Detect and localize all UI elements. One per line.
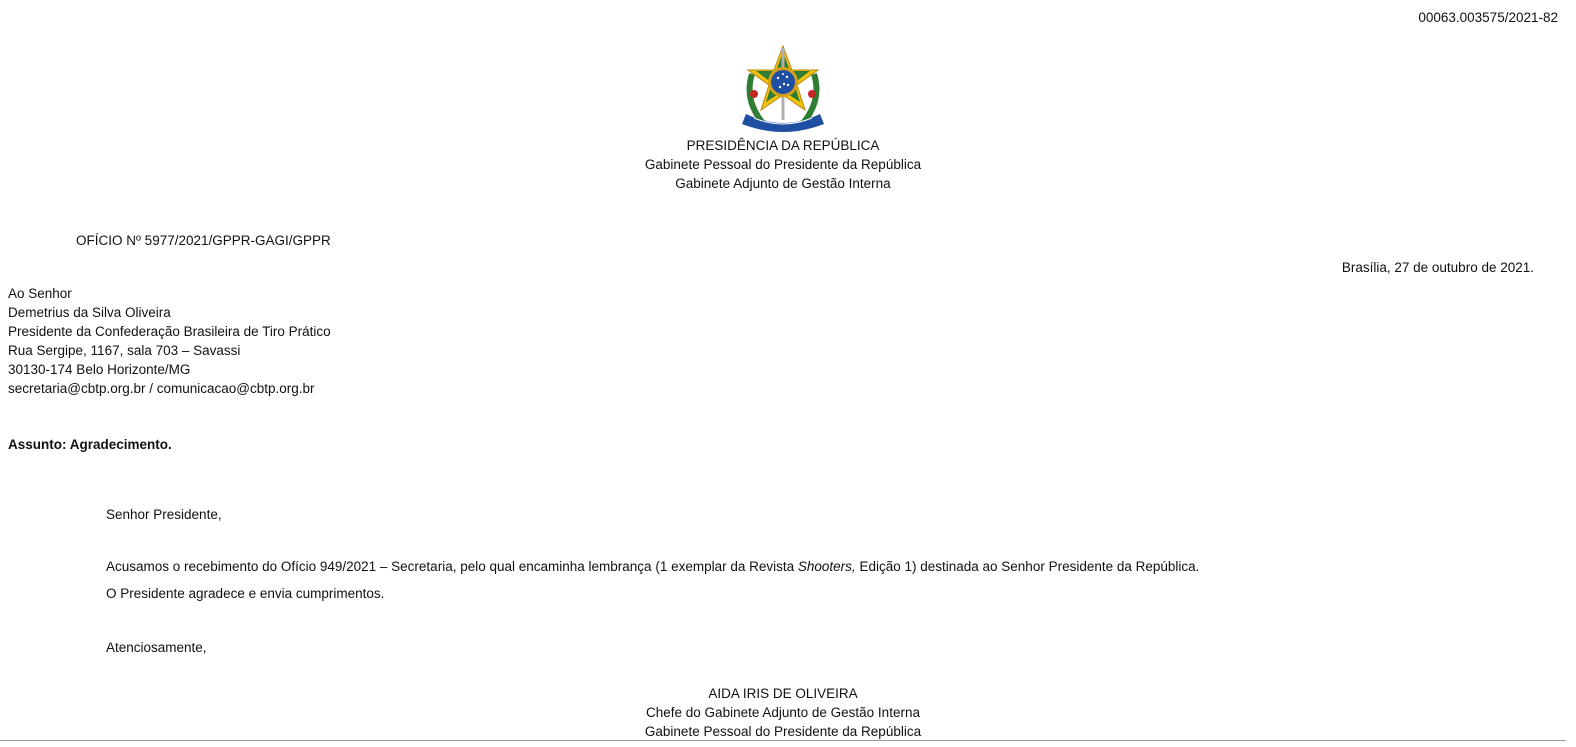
recipient-address	[8, 284, 331, 398]
signature-block	[0, 684, 1566, 741]
org-line-gabinete-pessoal: Gabinete Pessoal do Presidente da República	[644, 157, 922, 172]
signatory-office: Gabinete Pessoal do Presidente da República	[644, 724, 922, 739]
signatory-role: Chefe do Gabinete Adjunto de Gestão Interna	[646, 705, 920, 720]
place-date: Brasília, 27 de outubro de 2021.	[1341, 260, 1534, 275]
recipient-salutation-line: Ao Senhor	[8, 286, 72, 301]
recipient-emails: secretaria@cbtp.org.br / comunicacao@cbtp.org.br	[8, 381, 315, 396]
letter-paragraph-1	[106, 557, 1199, 576]
protocol-number: 00063.003575/2021-82	[1418, 10, 1558, 25]
brasao-da-republica-icon	[740, 44, 826, 134]
organization-header	[0, 136, 1566, 193]
org-line-gabinete-adjunto: Gabinete Adjunto de Gestão Interna	[675, 176, 891, 191]
letter-closing: Atenciosamente,	[106, 640, 207, 655]
page-bottom-divider	[0, 740, 1566, 741]
magazine-title: Shooters,	[797, 559, 856, 574]
signatory-name: AIDA IRIS DE OLIVEIRA	[708, 686, 858, 701]
oficio-number: OFÍCIO Nº 5977/2021/GPPR-GAGI/GPPR	[76, 233, 331, 248]
recipient-street: Rua Sergipe, 1167, sala 703 – Savassi	[8, 343, 241, 358]
recipient-city: 30130-174 Belo Horizonte/MG	[8, 362, 191, 377]
recipient-name: Demetrius da Silva Oliveira	[8, 305, 171, 320]
paragraph-1-text-end: Edição 1) destinada ao Senhor Presidente da República.	[855, 559, 1200, 574]
subject-line: Assunto: Agradecimento.	[8, 437, 172, 452]
letter-paragraph-2: O Presidente agradece e envia cumprimentos.	[106, 586, 385, 601]
paragraph-1-text-start: Acusamos o recebimento do Ofício 949/2021 – Secretaria, pelo qual encaminha lembrança (1 exemplar da Revista	[106, 559, 798, 574]
letter-salutation: Senhor Presidente,	[106, 507, 222, 522]
recipient-title: Presidente da Confederação Brasileira de Tiro Prático	[8, 324, 331, 339]
org-line-presidencia: PRESIDÊNCIA DA REPÚBLICA	[686, 138, 880, 153]
